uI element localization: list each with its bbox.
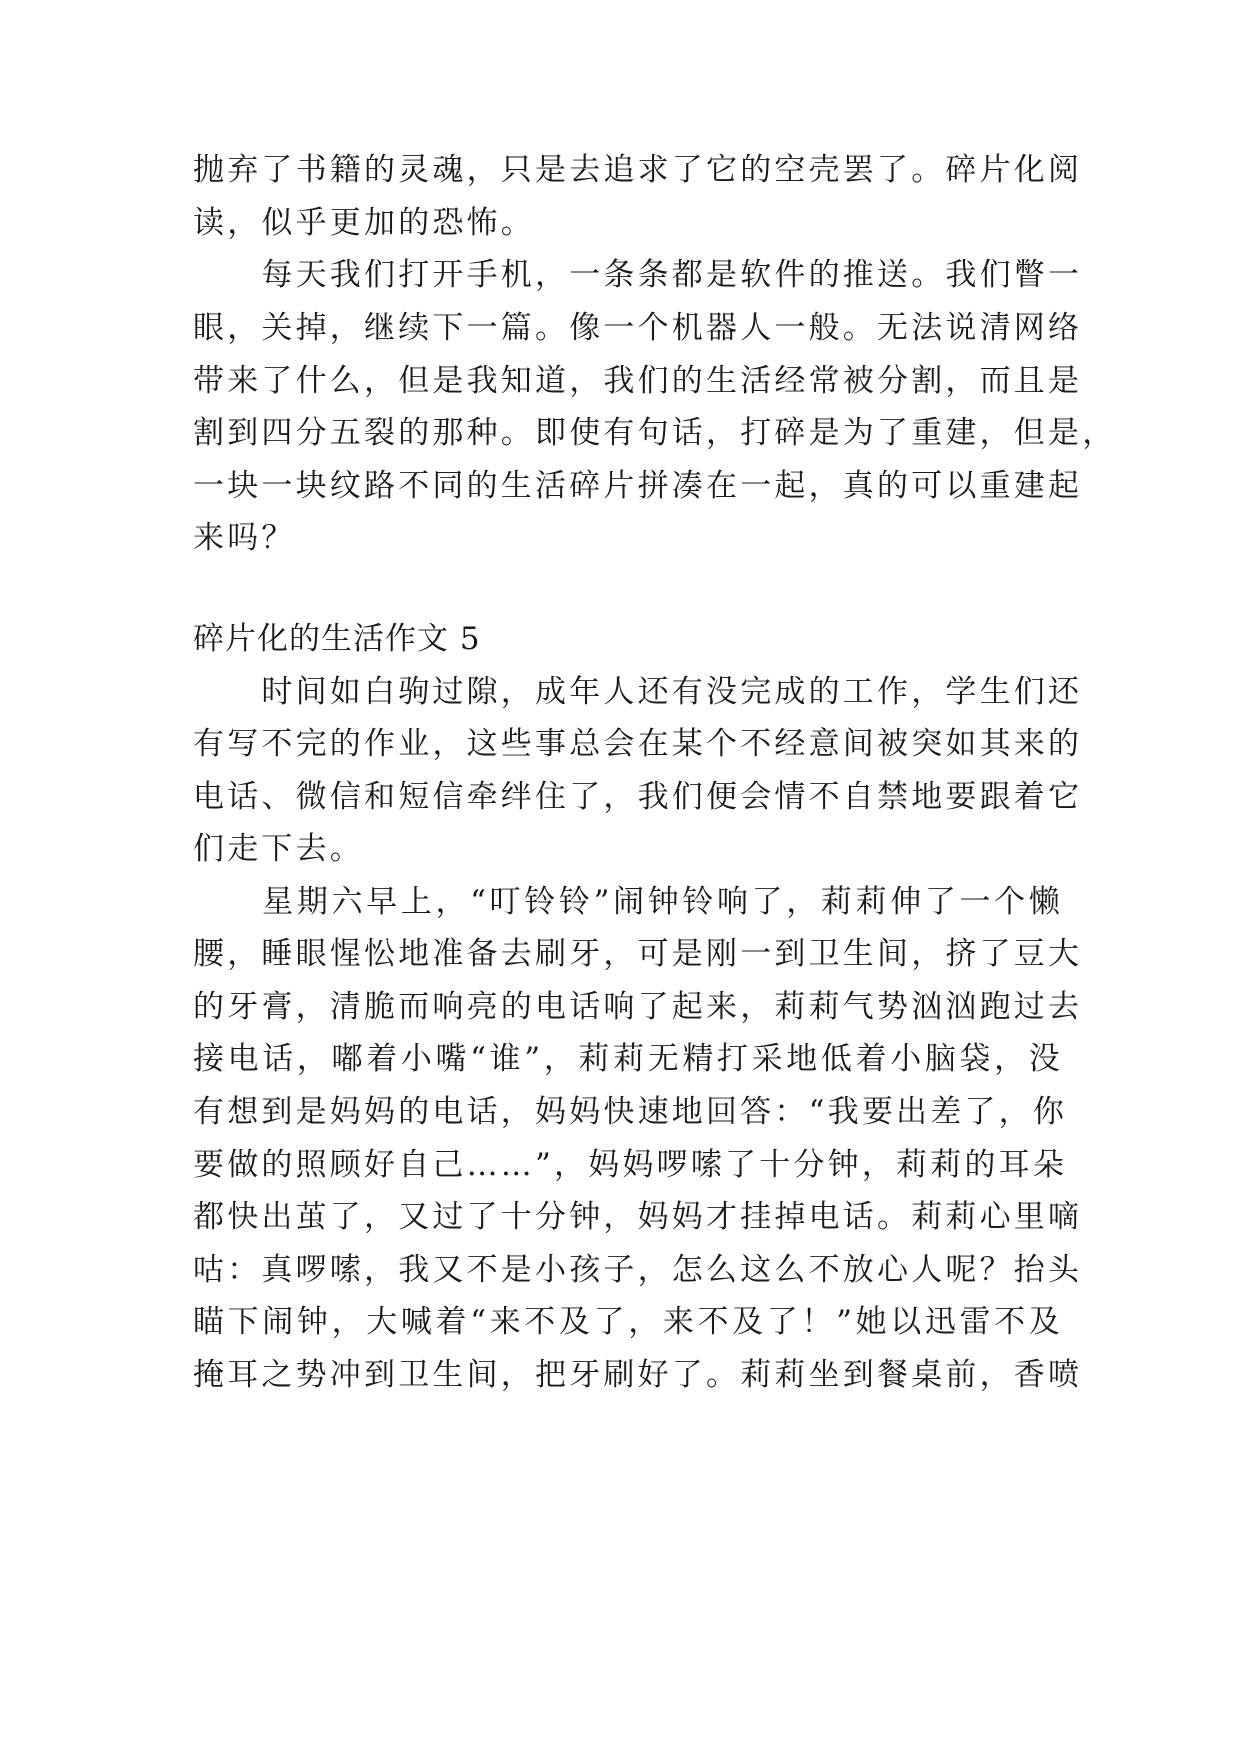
text-line: 眼，关掉，继续下一篇。像一个机器人一般。无法说清网络 (193, 310, 1083, 346)
text-line: 电话、微信和短信牵绊住了，我们便会情不自禁地要跟着它 (193, 779, 1083, 815)
text-line: 抛弃了书籍的灵魂，只是去追求了它的空壳罢了。碎片化阅 (193, 152, 1083, 188)
text-line: 星期六早上，“叮铃铃”闹钟铃响了，莉莉伸了一个懒 (193, 884, 1063, 920)
text-line: 腰，睡眼惺忪地准备去刷牙，可是刚一到卫生间，挤了豆大 (193, 936, 1083, 972)
text-line: 来吗？ (193, 520, 296, 556)
text-line: 们走下去。 (193, 831, 364, 867)
text-line: 有想到是妈妈的电话，妈妈快速地回答：“我要出差了，你 (193, 1094, 1068, 1130)
text-line: 要做的照顾好自己……”，妈妈啰嗦了十分钟，莉莉的耳朵 (193, 1147, 1068, 1183)
text-line: 有写不完的作业，这些事总会在某个不经意间被突如其来的 (193, 726, 1083, 762)
text-line: 掩耳之势冲到卫生间，把牙刷好了。莉莉坐到餐桌前，香喷 (193, 1357, 1083, 1393)
text-line: 割到四分五裂的那种。即使有句话，打碎是为了重建，但是， (193, 415, 1117, 451)
text-line: 接电话，嘟着小嘴“谁”，莉莉无精打采地低着小脑袋，没 (193, 1041, 1063, 1077)
text-line: 的牙膏，清脆而响亮的电话响了起来，莉莉气势汹汹跑过去 (193, 989, 1083, 1025)
text-line: 时间如白驹过隙，成年人还有没完成的工作，学生们还 (193, 674, 1083, 710)
text-line: 每天我们打开手机，一条条都是软件的推送。我们瞥一 (193, 257, 1083, 293)
section-heading: 碎片化的生活作文 5 (193, 621, 481, 657)
text-line: 都快出茧了，又过了十分钟，妈妈才挂掉电话。莉莉心里嘀 (193, 1199, 1083, 1235)
text-line: 瞄下闹钟，大喊着“来不及了，来不及了！”她以迅雷不及 (193, 1304, 1063, 1340)
text-line: 咕：真啰嗦，我又不是小孩子，怎么这么不放心人呢？抬头 (193, 1252, 1083, 1288)
text-line: 读，似乎更加的恐怖。 (193, 205, 535, 241)
text-line: 带来了什么，但是我知道，我们的生活经常被分割，而且是 (193, 363, 1083, 399)
text-line: 一块一块纹路不同的生活碎片拼凑在一起，真的可以重建起 (193, 468, 1083, 504)
